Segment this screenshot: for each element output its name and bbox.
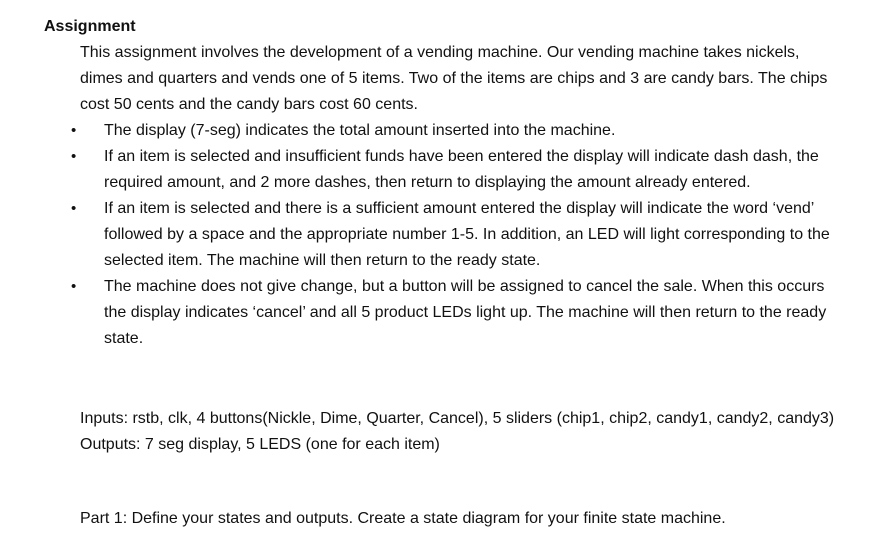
list-item: [71, 196, 840, 274]
bullet-icon: •: [71, 278, 77, 295]
list-item: [71, 274, 840, 352]
bullet-icon: •: [71, 122, 77, 139]
list-item-text: If an item is selected and there is a sufficient amount entered the display will indicate the word ‘vend’ followed by a space and the appropriate number 1-5. In addition, an LED will light corresponding to the selected item. The machine will then return to the ready state.: [104, 200, 830, 269]
list-item-text: The machine does not give change, but a button will be assigned to cancel the sale. When this occurs the display indicates ‘cancel’ and all 5 product LEDs light up. The machine will then return to the ready state.: [104, 278, 827, 347]
list-item: [71, 118, 840, 144]
requirements-list: [71, 118, 840, 352]
inputs-line: Inputs: rstb, clk, 4 buttons(Nickle, Dime, Quarter, Cancel), 5 sliders (chip1, chip2, candy1, candy2, candy3): [80, 410, 835, 427]
list-item: [71, 144, 840, 196]
intro-paragraph: This assignment involves the development of a vending machine. Our vending machine takes nickels, dimes and quarters and vends one of 5 items. Two of the items are chips and 3 are candy bars. The chips cost 50 cents and the candy bars cost 60 cents.: [80, 44, 828, 113]
outputs-line: Outputs: 7 seg display, 5 LEDS (one for each item): [80, 436, 440, 453]
part1-instructions: Part 1: Define your states and outputs. Create a state diagram for your finite state machine.: [80, 510, 726, 527]
list-item-text: The display (7-seg) indicates the total amount inserted into the machine.: [104, 122, 616, 139]
list-item-text: If an item is selected and insufficient funds have been entered the display will indicate dash dash, the required amount, and 2 more dashes, then return to displaying the amount already entered.: [104, 148, 819, 191]
bullet-icon: •: [71, 200, 77, 217]
bullet-icon: •: [71, 148, 77, 165]
assignment-heading: Assignment: [44, 18, 136, 35]
io-section: [80, 406, 840, 458]
